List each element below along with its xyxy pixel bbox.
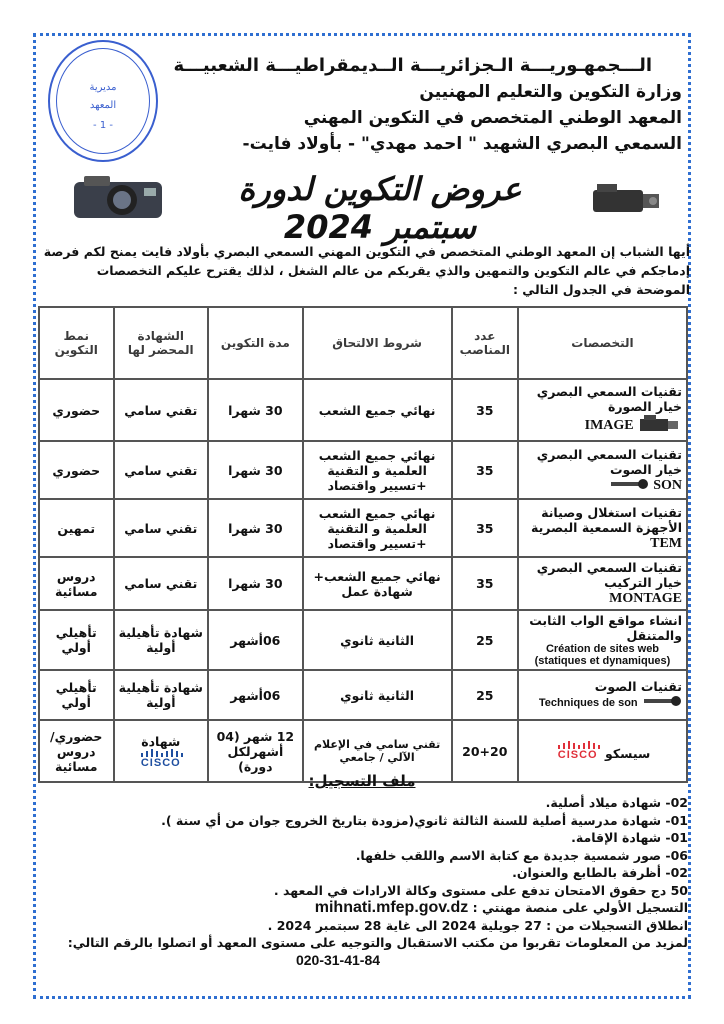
cell-dur: 30 شهرا bbox=[208, 557, 303, 610]
cell-num: 35 bbox=[452, 499, 518, 557]
table-row bbox=[39, 670, 687, 720]
stamp-line1: مديرية bbox=[89, 82, 117, 93]
cell-num: 35 bbox=[452, 557, 518, 610]
cisco-logo bbox=[555, 741, 601, 761]
cell-num: 35 bbox=[452, 379, 518, 441]
list-item: 02- شهادة ميلاد أصلية. bbox=[545, 795, 688, 810]
video-camera-icon bbox=[587, 180, 663, 220]
cell-num: 25 bbox=[452, 670, 518, 720]
phone-line bbox=[48, 952, 628, 970]
list-item: 01- شهادة الإقامة. bbox=[571, 830, 688, 845]
platform-url-link[interactable]: mihnati.mfep.gov.dz bbox=[314, 899, 469, 916]
spec-label: تقنيات استغلال وصيانة الأجهزة السمعية البصرية bbox=[531, 504, 682, 535]
spec-label: تقنيات السمعي البصري خيار التركيب bbox=[536, 560, 682, 590]
republic-name: الـــجمهـوريـــة الـجزائريـــة الــديمقراطيـــة الشعبيـــة bbox=[173, 55, 652, 76]
cell-cond: تقني سامي في الإعلام الآلي / جامعي bbox=[303, 720, 452, 782]
registration-file-list bbox=[48, 794, 688, 969]
table-row bbox=[39, 499, 687, 557]
cell-cert: تقني سامي bbox=[114, 441, 209, 499]
spec-latin: Création de sites web (statiques et dynamiques) bbox=[534, 643, 671, 667]
cert-label: شهادة bbox=[141, 733, 181, 749]
cell-spec bbox=[518, 379, 687, 441]
table-row bbox=[39, 379, 687, 441]
platform-label: التسجيل الأولي على منصة مهنتي : bbox=[472, 900, 688, 915]
spec-latin: Techniques de son bbox=[538, 697, 638, 709]
cell-cond: نهائي جميع الشعب+ شهادة عمل bbox=[303, 557, 452, 610]
table-row bbox=[39, 557, 687, 610]
cell-spec bbox=[518, 670, 687, 720]
cell-cert: تقني سامي bbox=[114, 499, 209, 557]
list-item: 50 دج حقوق الامتحان تدفع على مستوى وكالة الارادات في المعهد . bbox=[273, 882, 688, 898]
header-cert: الشهادة المحضر لها bbox=[114, 307, 209, 379]
list-item: 01- شهادة مدرسية أصلية للسنة الثالثة ثانوي(مزودة بتاريخ الخروج جوان من أي سنة ). bbox=[161, 812, 688, 828]
cell-num: 25 bbox=[452, 610, 518, 670]
spec-latin: TEM bbox=[650, 535, 682, 551]
cell-cond: الثانية ثانوي bbox=[303, 670, 452, 720]
header-num: عدد المناصب bbox=[452, 307, 518, 379]
cell-cond: نهائي جميع الشعب العلمية و التقنية +تسيير واقتصاد bbox=[303, 499, 452, 557]
cell-spec bbox=[518, 499, 687, 557]
table-row bbox=[39, 441, 687, 499]
cell-mode: تأهيلي أولي bbox=[39, 670, 114, 720]
cell-spec bbox=[518, 441, 687, 499]
ministry-name: وزارة التكوين والتعليم المهنيين bbox=[419, 82, 682, 102]
cell-mode: دروس مسائية bbox=[39, 557, 114, 610]
cell-dur: 30 شهرا bbox=[208, 499, 303, 557]
list-item: 02- أظرفة بالطابع والعنوان. bbox=[512, 865, 688, 880]
spec-label: سيسكو bbox=[605, 746, 651, 761]
cell-dur: 30 شهرا bbox=[208, 441, 303, 499]
table-header-row bbox=[39, 307, 687, 379]
spec-latin: IMAGE bbox=[584, 417, 634, 433]
spec-label: تقنيات السمعي البصري خيار الصورة bbox=[536, 383, 682, 414]
cell-cond: الثانية ثانوي bbox=[303, 610, 452, 670]
cell-mode: حضوري bbox=[39, 441, 114, 499]
letterhead bbox=[142, 55, 682, 154]
header-spec: التخصصات bbox=[518, 307, 687, 379]
table-row bbox=[39, 610, 687, 670]
camera-icon bbox=[70, 172, 170, 222]
cell-mode: حضوري/ دروس مسائية bbox=[39, 720, 114, 782]
cell-spec bbox=[518, 610, 687, 670]
cell-cert: تقني سامي bbox=[114, 557, 209, 610]
platform-line bbox=[48, 899, 688, 917]
phone-number[interactable]: 020-31-41-84 bbox=[295, 951, 381, 968]
title-banner bbox=[60, 168, 670, 246]
cell-mode: حضوري bbox=[39, 379, 114, 441]
microphone-icon bbox=[642, 694, 682, 711]
cell-num: 20+20 bbox=[452, 720, 518, 782]
cell-cond: نهائي جميع الشعب bbox=[303, 379, 452, 441]
cell-cond: نهائي جميع الشعب العلمية و التقنية +تسيير واقتصاد bbox=[303, 441, 452, 499]
cell-cert: شهادة تأهيلية أولية bbox=[114, 610, 209, 670]
stamp-line3: - 1 - bbox=[93, 120, 113, 131]
cell-mode: تأهيلي أولي bbox=[39, 610, 114, 670]
page-title: عروض التكوين لدورة سبتمبر 2024 bbox=[238, 170, 522, 246]
stamp-line2: المعهد bbox=[89, 100, 117, 111]
spec-latin: MONTAGE bbox=[609, 591, 682, 606]
video-camera-icon bbox=[638, 414, 682, 437]
spec-label: انشاء مواقع الواب الثابت والمتنقل bbox=[529, 613, 682, 643]
header-mode: نمط التكوين bbox=[39, 307, 114, 379]
spec-label: تقنيات الصوت bbox=[594, 679, 682, 694]
cisco-logo-text: CISCO bbox=[557, 749, 598, 761]
cell-num: 35 bbox=[452, 441, 518, 499]
spec-latin: SON bbox=[653, 477, 682, 493]
cell-dur: 06أشهر bbox=[208, 670, 303, 720]
microphone-icon bbox=[609, 477, 649, 494]
cell-dur: 12 شهر (04 أشهرلكل دورة) bbox=[208, 720, 303, 782]
cisco-logo-text: CISCO bbox=[140, 756, 181, 769]
specialties-table bbox=[38, 306, 688, 783]
list-item: 06- صور شمسية جديدة مع كتابة الاسم واللقب خلفها. bbox=[355, 847, 688, 863]
cell-dur: 06أشهر bbox=[208, 610, 303, 670]
header-dur: مدة التكوين bbox=[208, 307, 303, 379]
cell-cert: تقني سامي bbox=[114, 379, 209, 441]
registration-file-title: ملف التسجيل: bbox=[308, 772, 416, 790]
cisco-logo bbox=[138, 749, 184, 769]
registration-dates: انطلاق التسجيلات من : 27 جويلية 2024 الى غاية 28 سبتمبر 2024 . bbox=[267, 917, 688, 933]
cell-mode: تمهين bbox=[39, 499, 114, 557]
institute-full-name: السمعي البصري الشهيد " احمد مهدي" - بأولاد فايت- bbox=[242, 134, 682, 154]
spec-label: تقنيات السمعي البصري خيار الصوت bbox=[536, 446, 682, 477]
header-cond: شروط الالتحاق bbox=[303, 307, 452, 379]
info-line: لمزيد من المعلومات تقربوا من مكتب الاستقبال والتوجيه على مستوى المعهد أو اتصلوا بالرقم التالي: bbox=[67, 935, 688, 950]
cell-cert: شهادة تأهيلية أولية bbox=[114, 670, 209, 720]
institute-name: المعهد الوطني المتخصص في التكوين المهني bbox=[303, 108, 682, 128]
intro-paragraph: أيها الشباب إن المعهد الوطني المتخصص في التكوين المهني السمعي البصري بأولاد فايت يمنح لكم فرصة إدماجكم في عالم التكوين والتمهين والذي يقربكم من عالم الشغل ، لذلك يقترح عليكم التخصصات الموضحة في الجدول التالي : bbox=[43, 244, 690, 297]
cell-dur: 30 شهرا bbox=[208, 379, 303, 441]
cell-spec bbox=[518, 557, 687, 610]
